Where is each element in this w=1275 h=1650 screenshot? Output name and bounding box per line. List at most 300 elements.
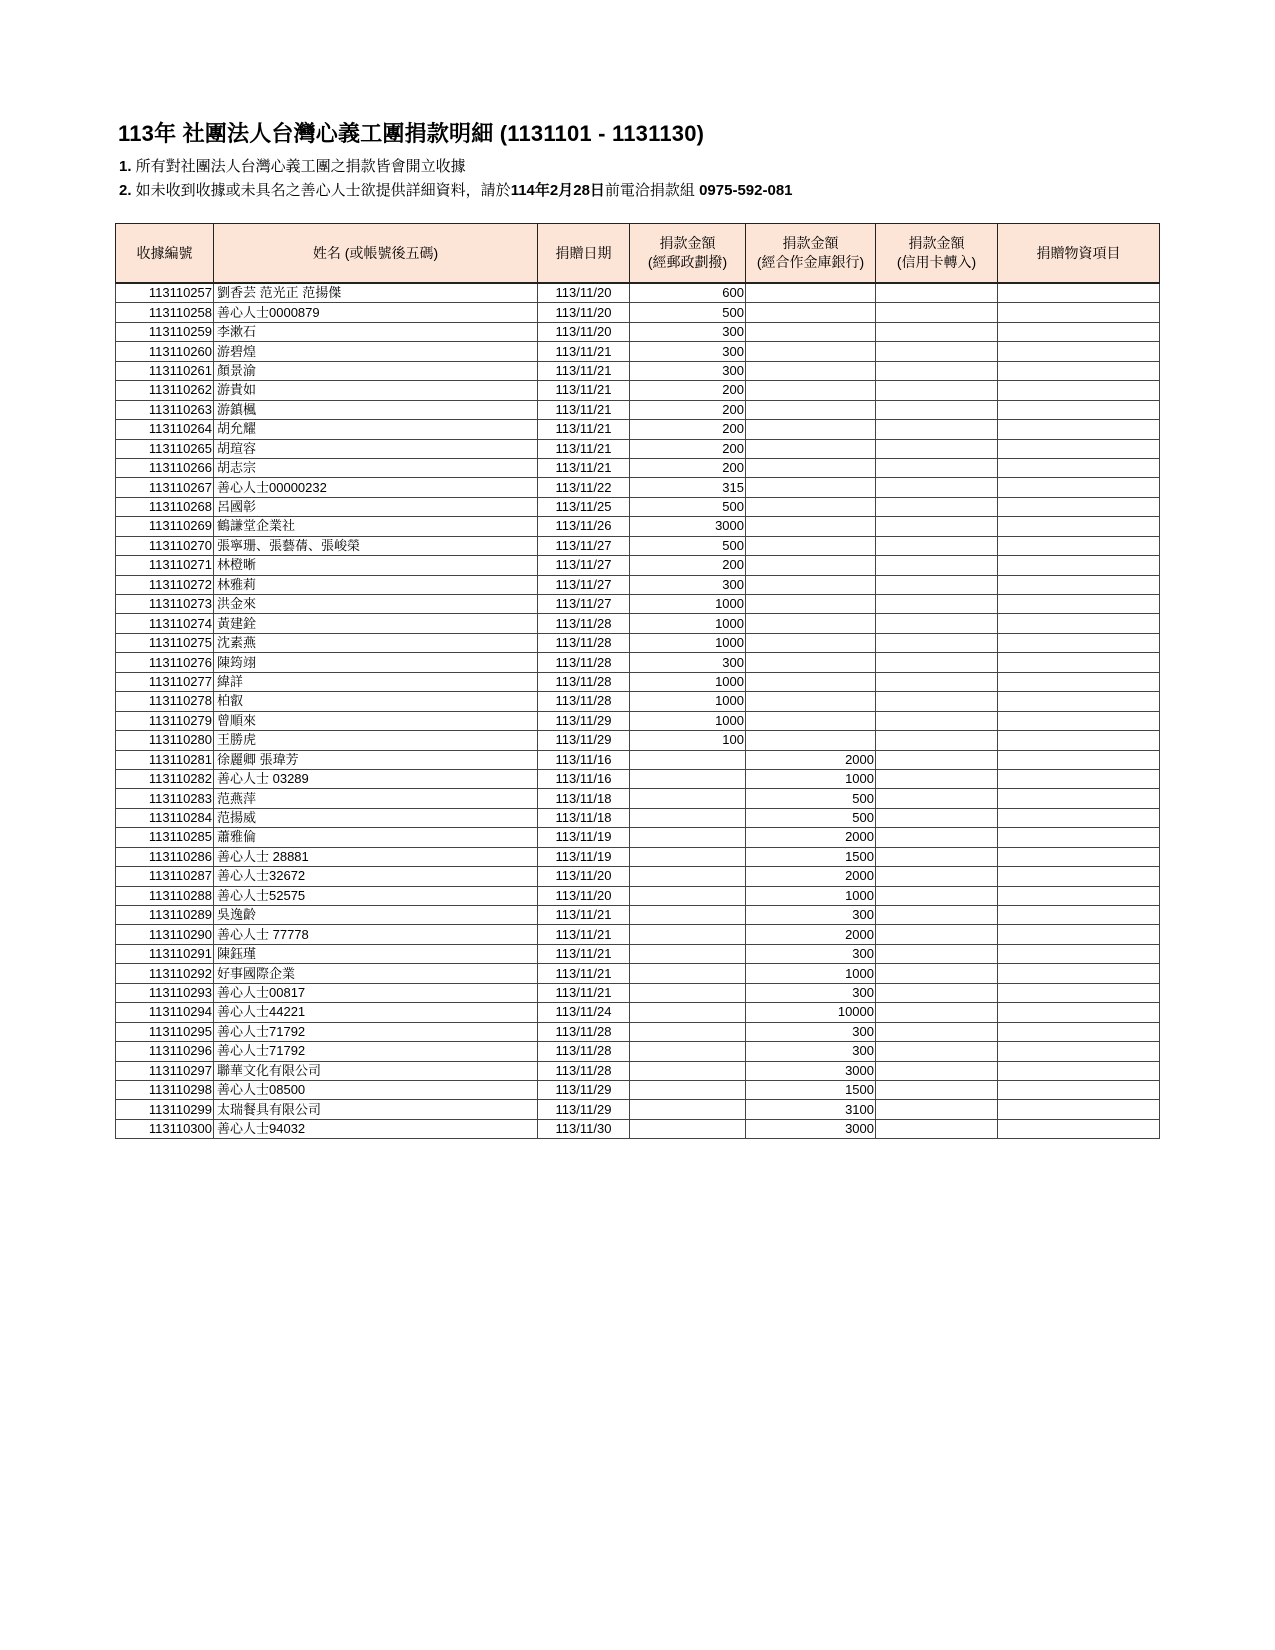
cell-goods	[998, 711, 1160, 730]
table-row	[116, 458, 1160, 477]
cell-goods	[998, 925, 1160, 944]
cell-date: 113/11/27	[538, 575, 630, 594]
cell-goods	[998, 1022, 1160, 1041]
cell-date: 113/11/29	[538, 1080, 630, 1099]
cell-receipt-no: 113110289	[116, 906, 214, 925]
cell-date: 113/11/18	[538, 789, 630, 808]
cell-date: 113/11/28	[538, 633, 630, 652]
cell-goods	[998, 983, 1160, 1002]
cell-name: 劉香芸 范光正 范揚傑	[214, 283, 538, 303]
cell-bank-amount	[746, 497, 876, 516]
cell-postal-amount: 1000	[630, 672, 746, 691]
cell-receipt-no: 113110283	[116, 789, 214, 808]
cell-bank-amount: 300	[746, 1042, 876, 1061]
cell-name: 善心人士71792	[214, 1042, 538, 1061]
cell-postal-amount: 1000	[630, 692, 746, 711]
cell-bank-amount	[746, 322, 876, 341]
cell-name: 胡志宗	[214, 458, 538, 477]
cell-postal-amount: 500	[630, 303, 746, 322]
cell-name: 鶴謙堂企業社	[214, 517, 538, 536]
cell-receipt-no: 113110261	[116, 361, 214, 380]
table-row	[116, 828, 1160, 847]
cell-goods	[998, 322, 1160, 341]
cell-receipt-no: 113110267	[116, 478, 214, 497]
cell-bank-amount	[746, 595, 876, 614]
cell-postal-amount: 600	[630, 283, 746, 303]
cell-bank-amount: 1500	[746, 847, 876, 866]
cell-bank-amount	[746, 439, 876, 458]
cell-bank-amount	[746, 303, 876, 322]
cell-card-amount	[876, 1100, 998, 1119]
cell-receipt-no: 113110284	[116, 808, 214, 827]
table-row	[116, 964, 1160, 983]
cell-goods	[998, 361, 1160, 380]
cell-name: 游貴如	[214, 381, 538, 400]
cell-bank-amount: 300	[746, 944, 876, 963]
cell-date: 113/11/28	[538, 614, 630, 633]
cell-name: 善心人士00000232	[214, 478, 538, 497]
table-row	[116, 283, 1160, 303]
cell-goods	[998, 731, 1160, 750]
cell-name: 呂國彰	[214, 497, 538, 516]
cell-receipt-no: 113110291	[116, 944, 214, 963]
cell-postal-amount	[630, 789, 746, 808]
cell-postal-amount	[630, 1022, 746, 1041]
cell-name: 好事國際企業	[214, 964, 538, 983]
cell-card-amount	[876, 653, 998, 672]
cell-receipt-no: 113110273	[116, 595, 214, 614]
cell-name: 蕭雅倫	[214, 828, 538, 847]
table-row	[116, 575, 1160, 594]
cell-postal-amount: 200	[630, 420, 746, 439]
cell-postal-amount: 300	[630, 342, 746, 361]
table-row	[116, 789, 1160, 808]
cell-receipt-no: 113110264	[116, 420, 214, 439]
cell-receipt-no: 113110269	[116, 517, 214, 536]
table-row	[116, 867, 1160, 886]
table-body	[116, 283, 1160, 1139]
cell-goods	[998, 672, 1160, 691]
cell-name: 陳筠翊	[214, 653, 538, 672]
cell-name: 黃建銓	[214, 614, 538, 633]
note-1	[119, 155, 466, 176]
cell-date: 113/11/20	[538, 303, 630, 322]
cell-receipt-no: 113110297	[116, 1061, 214, 1080]
cell-goods	[998, 575, 1160, 594]
table-row	[116, 653, 1160, 672]
cell-postal-amount	[630, 983, 746, 1002]
cell-bank-amount: 500	[746, 808, 876, 827]
cell-date: 113/11/20	[538, 322, 630, 341]
cell-name: 善心人士08500	[214, 1080, 538, 1099]
cell-date: 113/11/29	[538, 711, 630, 730]
cell-name: 林雅莉	[214, 575, 538, 594]
cell-date: 113/11/16	[538, 750, 630, 769]
cell-receipt-no: 113110286	[116, 847, 214, 866]
cell-card-amount	[876, 478, 998, 497]
cell-bank-amount	[746, 692, 876, 711]
header-receipt-no: 收據編號	[116, 224, 214, 284]
cell-name: 沈素燕	[214, 633, 538, 652]
cell-receipt-no: 113110278	[116, 692, 214, 711]
cell-postal-amount: 1000	[630, 711, 746, 730]
cell-bank-amount	[746, 711, 876, 730]
cell-postal-amount: 300	[630, 653, 746, 672]
cell-postal-amount	[630, 1042, 746, 1061]
cell-bank-amount: 2000	[746, 828, 876, 847]
cell-goods	[998, 789, 1160, 808]
cell-bank-amount: 10000	[746, 1003, 876, 1022]
note-2-deadline: 114年2月28日	[510, 182, 605, 199]
header-card-amount: 捐款金額 (信用卡轉入)	[876, 224, 998, 284]
cell-receipt-no: 113110292	[116, 964, 214, 983]
cell-card-amount	[876, 283, 998, 303]
cell-postal-amount: 200	[630, 439, 746, 458]
cell-bank-amount	[746, 478, 876, 497]
cell-card-amount	[876, 1022, 998, 1041]
cell-card-amount	[876, 769, 998, 788]
cell-card-amount	[876, 400, 998, 419]
cell-goods	[998, 886, 1160, 905]
cell-card-amount	[876, 789, 998, 808]
table-row	[116, 439, 1160, 458]
table-row	[116, 1100, 1160, 1119]
cell-bank-amount: 300	[746, 906, 876, 925]
cell-card-amount	[876, 303, 998, 322]
cell-receipt-no: 113110282	[116, 769, 214, 788]
cell-card-amount	[876, 847, 998, 866]
cell-goods	[998, 303, 1160, 322]
cell-card-amount	[876, 556, 998, 575]
table-row	[116, 750, 1160, 769]
cell-receipt-no: 113110288	[116, 886, 214, 905]
cell-name: 胡允耀	[214, 420, 538, 439]
cell-receipt-no: 113110274	[116, 614, 214, 633]
table-row	[116, 711, 1160, 730]
cell-name: 游碧煌	[214, 342, 538, 361]
cell-date: 113/11/29	[538, 731, 630, 750]
cell-name: 吳逸齡	[214, 906, 538, 925]
table-row	[116, 361, 1160, 380]
note-2-text-b: 前電洽捐款組	[604, 182, 700, 199]
cell-date: 113/11/24	[538, 1003, 630, 1022]
cell-goods	[998, 633, 1160, 652]
cell-date: 113/11/22	[538, 478, 630, 497]
cell-name: 善心人士00817	[214, 983, 538, 1002]
table-row	[116, 769, 1160, 788]
cell-receipt-no: 113110263	[116, 400, 214, 419]
cell-bank-amount: 1000	[746, 886, 876, 905]
cell-name: 林橙晰	[214, 556, 538, 575]
table-row	[116, 1080, 1160, 1099]
cell-receipt-no: 113110299	[116, 1100, 214, 1119]
cell-postal-amount	[630, 750, 746, 769]
cell-goods	[998, 342, 1160, 361]
table-row	[116, 1022, 1160, 1041]
cell-receipt-no: 113110268	[116, 497, 214, 516]
cell-goods	[998, 283, 1160, 303]
cell-receipt-no: 113110290	[116, 925, 214, 944]
cell-name: 柏叡	[214, 692, 538, 711]
cell-bank-amount	[746, 458, 876, 477]
header-date: 捐贈日期	[538, 224, 630, 284]
cell-receipt-no: 113110276	[116, 653, 214, 672]
cell-postal-amount	[630, 964, 746, 983]
cell-bank-amount	[746, 536, 876, 555]
cell-name: 王勝虎	[214, 731, 538, 750]
cell-postal-amount	[630, 1003, 746, 1022]
cell-receipt-no: 113110266	[116, 458, 214, 477]
cell-name: 陳鈺瑾	[214, 944, 538, 963]
cell-postal-amount	[630, 769, 746, 788]
cell-card-amount	[876, 672, 998, 691]
cell-name: 善心人士 03289	[214, 769, 538, 788]
table-row	[116, 381, 1160, 400]
cell-date: 113/11/21	[538, 361, 630, 380]
cell-bank-amount	[746, 381, 876, 400]
cell-bank-amount	[746, 361, 876, 380]
cell-name: 善心人士32672	[214, 867, 538, 886]
cell-postal-amount: 315	[630, 478, 746, 497]
cell-card-amount	[876, 731, 998, 750]
cell-date: 113/11/26	[538, 517, 630, 536]
cell-card-amount	[876, 886, 998, 905]
cell-bank-amount	[746, 633, 876, 652]
cell-goods	[998, 420, 1160, 439]
table-row	[116, 342, 1160, 361]
cell-bank-amount	[746, 653, 876, 672]
cell-card-amount	[876, 964, 998, 983]
cell-postal-amount	[630, 867, 746, 886]
cell-postal-amount: 1000	[630, 614, 746, 633]
cell-receipt-no: 113110270	[116, 536, 214, 555]
cell-card-amount	[876, 1061, 998, 1080]
cell-receipt-no: 113110265	[116, 439, 214, 458]
cell-name: 善心人士44221	[214, 1003, 538, 1022]
cell-bank-amount: 300	[746, 983, 876, 1002]
cell-goods	[998, 692, 1160, 711]
cell-goods	[998, 964, 1160, 983]
cell-card-amount	[876, 711, 998, 730]
cell-card-amount	[876, 322, 998, 341]
cell-receipt-no: 113110295	[116, 1022, 214, 1041]
cell-date: 113/11/28	[538, 1061, 630, 1080]
cell-date: 113/11/16	[538, 769, 630, 788]
cell-receipt-no: 113110260	[116, 342, 214, 361]
cell-card-amount	[876, 1003, 998, 1022]
table-row	[116, 303, 1160, 322]
table-row	[116, 925, 1160, 944]
note-2-text-a: 如未收到收據或未具名之善心人士欲提供詳細資料，請於	[131, 182, 511, 199]
cell-date: 113/11/29	[538, 1100, 630, 1119]
cell-postal-amount	[630, 886, 746, 905]
cell-name: 善心人士52575	[214, 886, 538, 905]
cell-receipt-no: 113110281	[116, 750, 214, 769]
cell-date: 113/11/20	[538, 283, 630, 303]
cell-goods	[998, 556, 1160, 575]
cell-goods	[998, 439, 1160, 458]
cell-date: 113/11/21	[538, 420, 630, 439]
table-row	[116, 1003, 1160, 1022]
cell-goods	[998, 653, 1160, 672]
header-bank-amount: 捐款金額 (經合作金庫銀行)	[746, 224, 876, 284]
cell-goods	[998, 458, 1160, 477]
cell-receipt-no: 113110258	[116, 303, 214, 322]
cell-goods	[998, 1119, 1160, 1138]
cell-bank-amount	[746, 400, 876, 419]
cell-date: 113/11/21	[538, 342, 630, 361]
cell-bank-amount: 2000	[746, 925, 876, 944]
cell-bank-amount: 3100	[746, 1100, 876, 1119]
cell-postal-amount	[630, 1100, 746, 1119]
cell-postal-amount: 500	[630, 536, 746, 555]
table-row	[116, 808, 1160, 827]
cell-date: 113/11/27	[538, 595, 630, 614]
cell-bank-amount: 2000	[746, 867, 876, 886]
cell-card-amount	[876, 944, 998, 963]
cell-receipt-no: 113110294	[116, 1003, 214, 1022]
header-postal-amount: 捐款金額 (經郵政劃撥)	[630, 224, 746, 284]
cell-goods	[998, 867, 1160, 886]
cell-card-amount	[876, 983, 998, 1002]
cell-goods	[998, 1100, 1160, 1119]
cell-receipt-no: 113110300	[116, 1119, 214, 1138]
note-2-number: 2.	[119, 182, 132, 199]
cell-name: 徐麗卿 張瑋芳	[214, 750, 538, 769]
cell-goods	[998, 614, 1160, 633]
cell-name: 善心人士 77778	[214, 925, 538, 944]
cell-name: 緯詳	[214, 672, 538, 691]
cell-goods	[998, 400, 1160, 419]
cell-bank-amount	[746, 731, 876, 750]
cell-postal-amount	[630, 828, 746, 847]
cell-date: 113/11/21	[538, 925, 630, 944]
cell-card-amount	[876, 750, 998, 769]
cell-bank-amount	[746, 283, 876, 303]
cell-card-amount	[876, 692, 998, 711]
cell-postal-amount: 200	[630, 400, 746, 419]
cell-goods	[998, 1061, 1160, 1080]
table-row	[116, 886, 1160, 905]
cell-card-amount	[876, 633, 998, 652]
cell-postal-amount: 1000	[630, 633, 746, 652]
cell-name: 范燕萍	[214, 789, 538, 808]
cell-date: 113/11/21	[538, 964, 630, 983]
cell-date: 113/11/21	[538, 439, 630, 458]
cell-card-amount	[876, 1080, 998, 1099]
cell-postal-amount: 200	[630, 381, 746, 400]
table-row	[116, 944, 1160, 963]
cell-postal-amount: 300	[630, 575, 746, 594]
cell-goods	[998, 769, 1160, 788]
table-header-row	[116, 224, 1160, 284]
table-row	[116, 536, 1160, 555]
cell-card-amount	[876, 906, 998, 925]
cell-goods	[998, 595, 1160, 614]
cell-goods	[998, 478, 1160, 497]
cell-name: 范揚威	[214, 808, 538, 827]
cell-card-amount	[876, 536, 998, 555]
cell-card-amount	[876, 381, 998, 400]
cell-date: 113/11/20	[538, 867, 630, 886]
cell-receipt-no: 113110275	[116, 633, 214, 652]
cell-goods	[998, 808, 1160, 827]
cell-date: 113/11/27	[538, 556, 630, 575]
cell-receipt-no: 113110277	[116, 672, 214, 691]
table-row	[116, 420, 1160, 439]
cell-postal-amount: 300	[630, 361, 746, 380]
cell-card-amount	[876, 497, 998, 516]
cell-receipt-no: 113110279	[116, 711, 214, 730]
table-row	[116, 478, 1160, 497]
table-row	[116, 983, 1160, 1002]
cell-postal-amount	[630, 906, 746, 925]
cell-receipt-no: 113110296	[116, 1042, 214, 1061]
cell-receipt-no: 113110293	[116, 983, 214, 1002]
table-row	[116, 497, 1160, 516]
cell-name: 李漱石	[214, 322, 538, 341]
cell-goods	[998, 1042, 1160, 1061]
cell-bank-amount: 300	[746, 1022, 876, 1041]
cell-goods	[998, 828, 1160, 847]
cell-goods	[998, 381, 1160, 400]
cell-card-amount	[876, 361, 998, 380]
cell-bank-amount: 1000	[746, 769, 876, 788]
table-row	[116, 1119, 1160, 1138]
cell-date: 113/11/19	[538, 828, 630, 847]
cell-date: 113/11/21	[538, 906, 630, 925]
table-row	[116, 633, 1160, 652]
cell-receipt-no: 113110257	[116, 283, 214, 303]
cell-bank-amount	[746, 556, 876, 575]
cell-date: 113/11/20	[538, 886, 630, 905]
cell-bank-amount: 3000	[746, 1119, 876, 1138]
cell-date: 113/11/30	[538, 1119, 630, 1138]
table-row	[116, 731, 1160, 750]
cell-goods	[998, 1080, 1160, 1099]
cell-receipt-no: 113110271	[116, 556, 214, 575]
cell-postal-amount: 200	[630, 458, 746, 477]
cell-postal-amount: 500	[630, 497, 746, 516]
cell-card-amount	[876, 595, 998, 614]
cell-receipt-no: 113110259	[116, 322, 214, 341]
cell-receipt-no: 113110285	[116, 828, 214, 847]
cell-bank-amount: 2000	[746, 750, 876, 769]
cell-bank-amount	[746, 672, 876, 691]
cell-postal-amount	[630, 808, 746, 827]
cell-postal-amount: 300	[630, 322, 746, 341]
cell-date: 113/11/18	[538, 808, 630, 827]
note-1-text: 所有對社團法人台灣心義工團之捐款皆會開立收據	[131, 158, 466, 175]
cell-card-amount	[876, 867, 998, 886]
cell-card-amount	[876, 420, 998, 439]
table-row	[116, 672, 1160, 691]
cell-bank-amount: 1500	[746, 1080, 876, 1099]
cell-bank-amount: 500	[746, 789, 876, 808]
cell-goods	[998, 944, 1160, 963]
cell-date: 113/11/21	[538, 944, 630, 963]
table-row	[116, 322, 1160, 341]
cell-card-amount	[876, 828, 998, 847]
cell-card-amount	[876, 808, 998, 827]
cell-date: 113/11/28	[538, 1022, 630, 1041]
cell-bank-amount	[746, 420, 876, 439]
cell-card-amount	[876, 458, 998, 477]
table-row	[116, 1042, 1160, 1061]
cell-card-amount	[876, 925, 998, 944]
cell-goods	[998, 750, 1160, 769]
cell-date: 113/11/28	[538, 653, 630, 672]
